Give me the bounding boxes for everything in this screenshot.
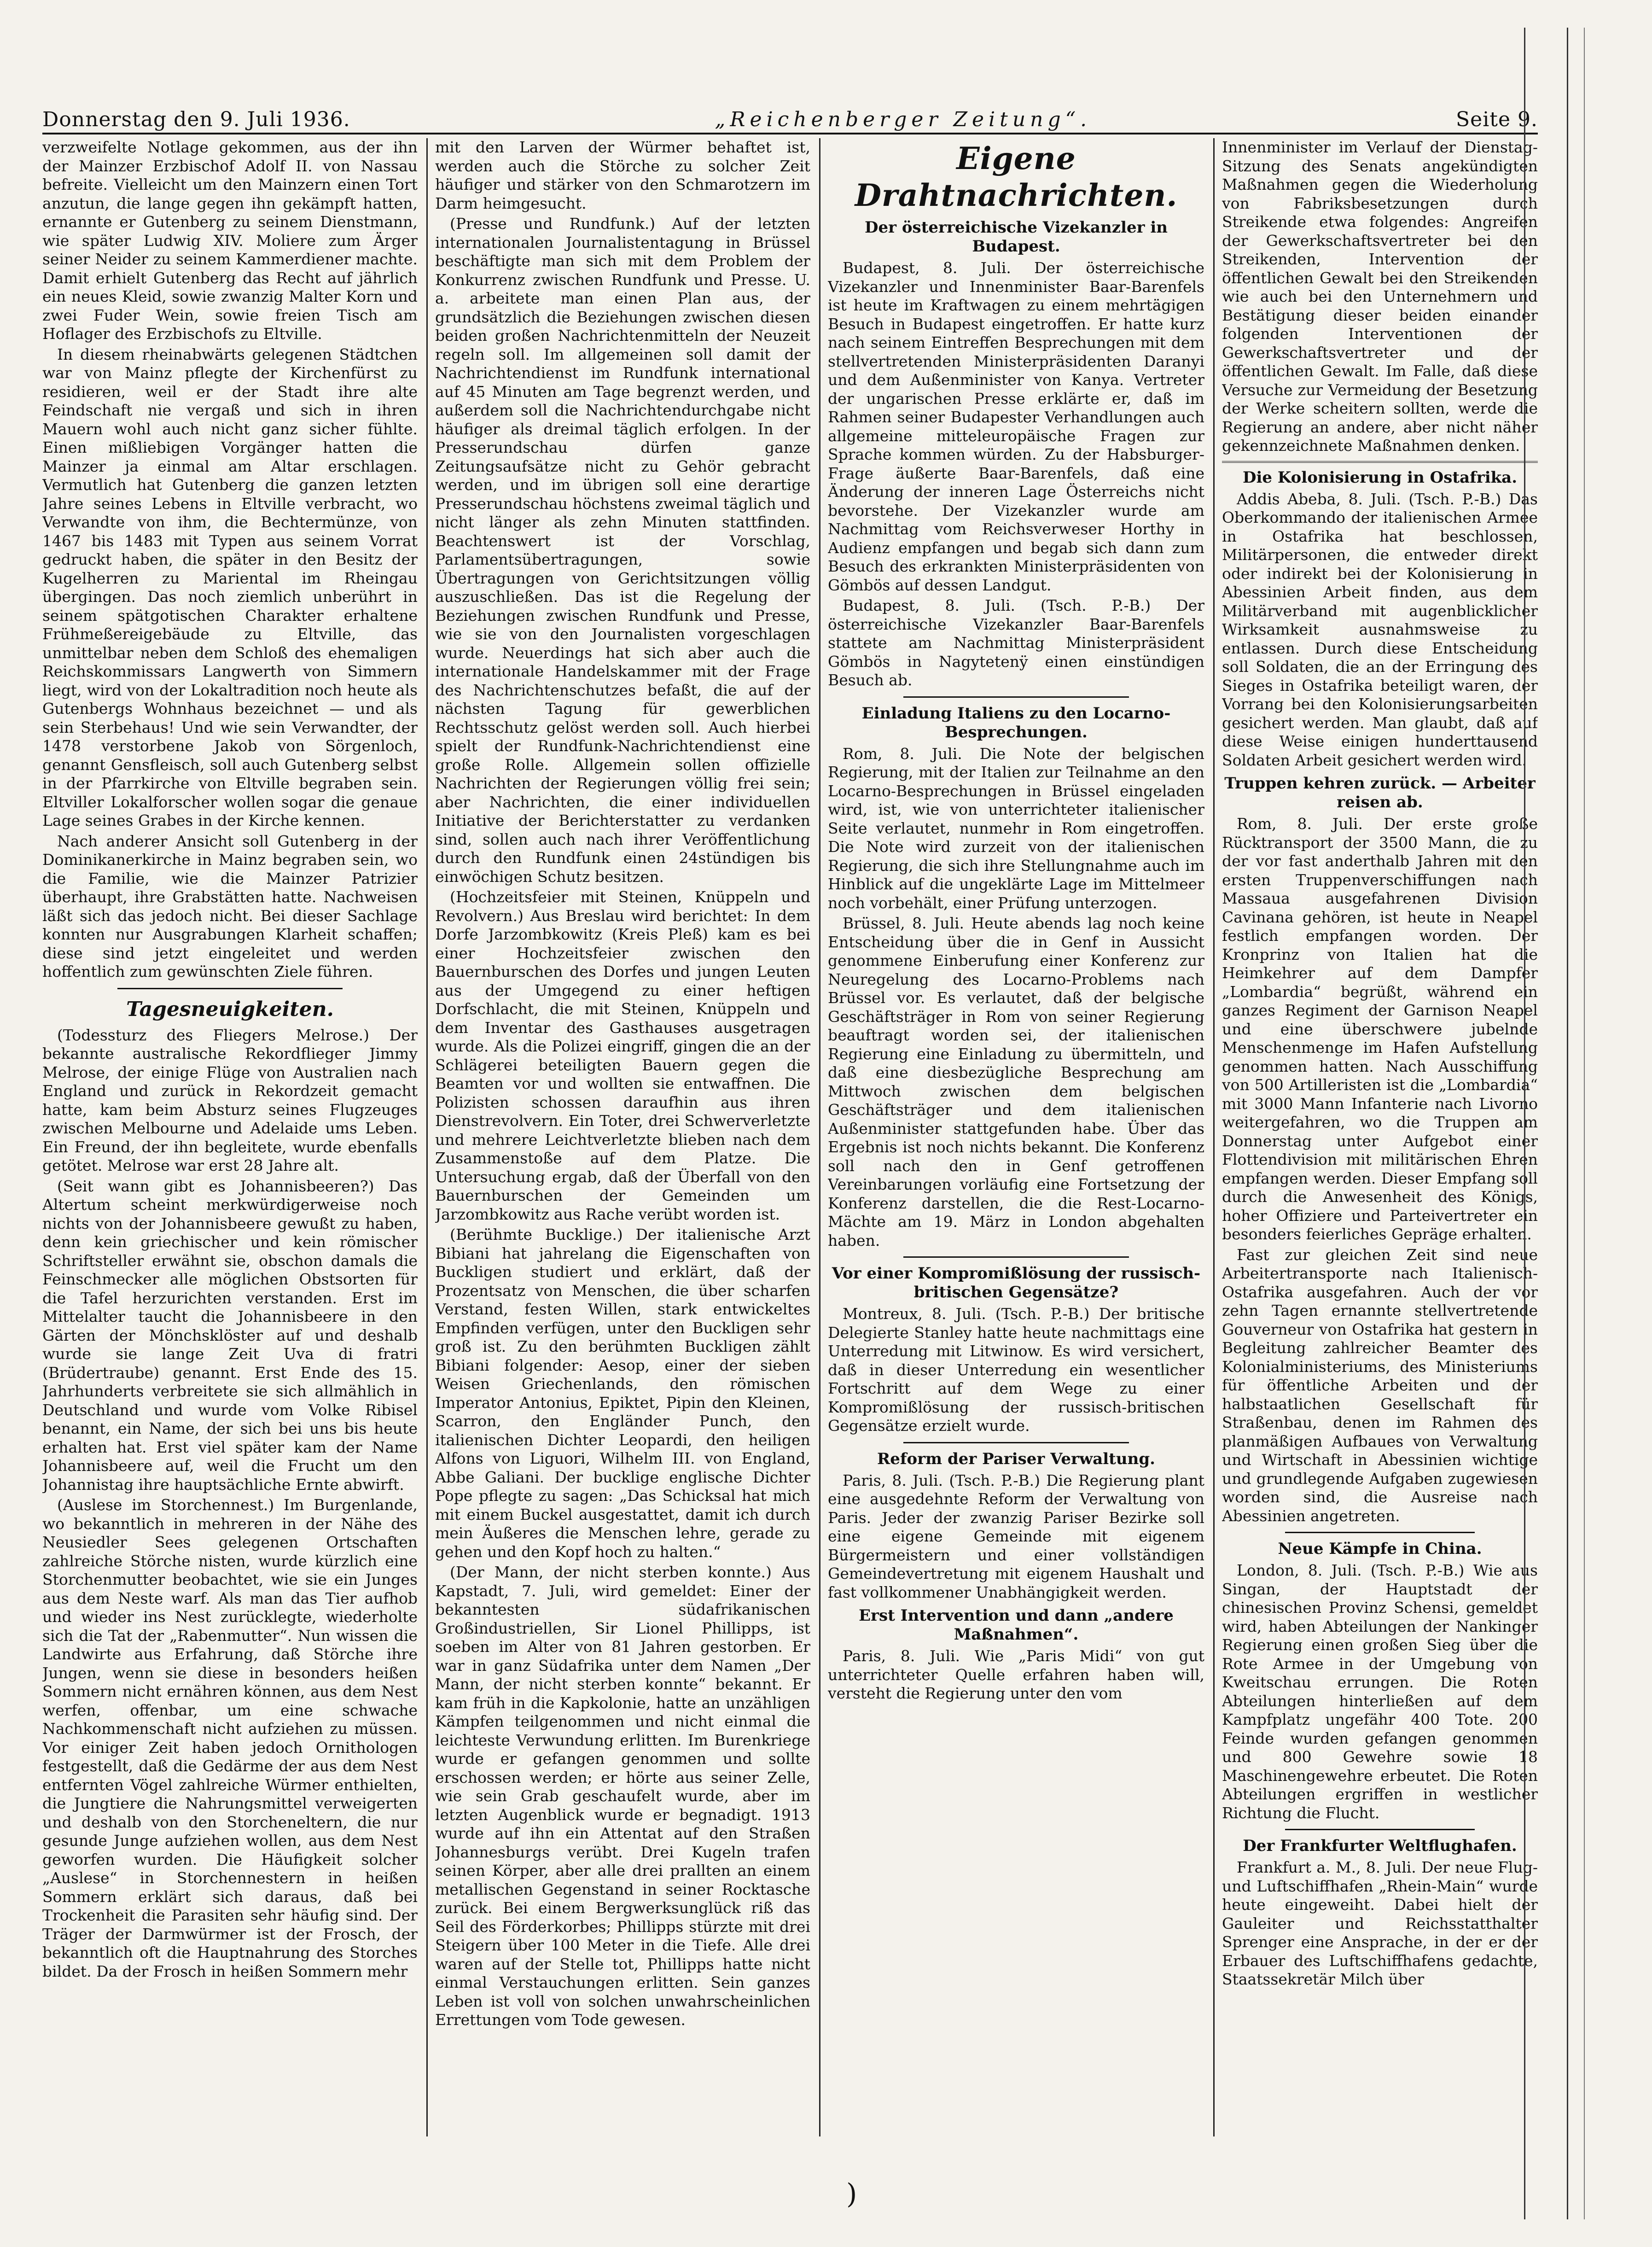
paragraph: Paris, 8. Juli. (Tsch. P.-B.) Die Regierung plant eine ausgedehnte Reform der Verwaltung von Paris. Jeder der zwanzig Pariser Bezirke soll eine eigene Gemeinde mit eigenem Bürgermeistern und einer vollständigen Gemeindevertretung mit eigenem Haushalt und fast vollkommener Unabhängigkeit werden. xyxy=(828,1471,1204,1601)
bottom-mark: ) xyxy=(846,2178,857,2210)
paragraph: London, 8. Juli. (Tsch. P.-B.) Wie aus Singan, der Hauptstadt der chinesischen Provinz Schensi, gemeldet wird, haben Abteilungen der Nankinger Regierung einen großen Sieg über die Rote Armee in der Umgebung von Kweitschau errungen. Die Roten Abteilungen hinterließen auf dem Kampfplatz ungefähr 400 Tote. 200 Feinde wurden gefangen genommen und 800 Gewehre sowie 18 Maschinengewehre erbeutet. Die Roten Abteilungen ergriffen in westlicher Richtung die Flucht. xyxy=(1222,1561,1538,1822)
article-heading: Reform der Pariser Verwaltung. xyxy=(877,1449,1155,1468)
section-divider xyxy=(903,1256,1129,1258)
paragraph: Nach anderer Ansicht soll Gutenberg in der Dominikanerkirche in Mainz begraben sein, wo die Familie, wie die Mainzer Patrizier überhaupt, ihre Grabstätten hatte. Nachweisen läßt sich das jedoch nicht. Bei dieser Sachlage konnten nur Ausgrabungen Klarheit schaffen; diese sind jetzt eingeleitet und werden hoffentlich zum gewünschten Ziele führen. xyxy=(42,832,418,981)
article-heading: Neue Kämpfe in China. xyxy=(1278,1540,1482,1558)
paragraph: In diesem rheinabwärts gelegenen Städtchen war von Mainz pflegte der Kirchenfürst zu residieren, weil er der Stadt ihre alte Feindschaft nie vergaß und sich in ihren Mauern wohl auch nicht ganz sicher fühlte. Einen mißliebigen Vorgänger hatten die Mainzer ja einmal am Altar erschlagen. Vermutlich hat Gutenberg die ganzen letzten Jahre seines Lebens in Eltville verbracht, wo Verwandte von ihm, die Bechtermünze, von 1467 bis 1483 mit Typen aus seinem Vorrat gedruckt haben, die später in den Besitz der Kugelherren zu Mariental im Rheingau übergingen. Das noch ziemlich unberührt in seinem spätgotischen Charakter erhaltene Frühmeßereigebäude zu Eltville, das unmittelbar neben dem Schloß des ehemaligen Reichskommissars Langwerth von Simmern liegt, wird von der Lokaltradition noch heute als Gutenbergs Wohnhaus bezeichnet — und als sein Sterbehaus! Und wie sein Verwandter, der 1478 verstorbene Jakob von Sörgenloch, genannt Gensfleisch, soll auch Gutenberg selbst in der Pfarrkirche von Eltville begraben sein. Eltviller Lokalforscher wollen sogar die genaue Lage seines Grabes in der Kirche kennen. xyxy=(42,345,418,829)
paragraph: Montreux, 8. Juli. (Tsch. P.-B.) Der britische Delegierte Stanley hatte heute nachmittags eine Unterredung mit Litwinow. Es wird versichert, daß in dieser Unterredung ein wesentlicher Fortschritt auf dem Wege zu einer Kompromißlösung der russisch-britischen Gegensätze erzielt wurde. xyxy=(828,1305,1204,1435)
section-divider xyxy=(903,696,1129,698)
column-3 xyxy=(828,138,1204,2136)
column-4 xyxy=(1222,138,1538,2136)
page-header xyxy=(42,94,1538,131)
article-heading: Einladung Italiens zu den Locarno-Besprechungen. xyxy=(861,704,1171,741)
paragraph: Budapest, 8. Juli. (Tsch. P.-B.) Der österreichische Vizekanzler Baar-Barenfels stattete am Nachmittag Ministerpräsident Gömbös in Nagytetenÿ einen einstündigen Besuch ab. xyxy=(828,596,1204,689)
column-2 xyxy=(435,138,810,2136)
column-1 xyxy=(42,138,418,2136)
article-subheading: Truppen kehren zurück. — Arbeiter reisen ab. xyxy=(1224,774,1536,811)
paragraph: Frankfurt a. M., 8. Juli. Der neue Flug- und Luftschiffhafen „Rhein-Main“ wurde heute eingeweiht. Dabei hielt der Gauleiter und Reichsstatthalter Sprenger eine Ansprache, in der er der Erbauer des Luftschiffhafens gedachte, Staatssekretär Milch über xyxy=(1222,1858,1538,1988)
section-divider xyxy=(1222,461,1538,463)
section-heading-tagesneuigkeiten: Tagesneuigkeiten. xyxy=(126,997,334,1021)
article-heading: Vor einer Kompromißlösung der russisch-britischen Gegensätze? xyxy=(832,1264,1201,1302)
paragraph: Brüssel, 8. Juli. Heute abends lag noch keine Entscheidung über die in Genf in Aussicht genommene Einberufung einer Konferenz zur Neuregelung des Locarno-Problems nach Brüssel vor. Es verlautet, daß der belgische Geschäftsträger in Rom von seiner Regierung beauftragt worden sei, der italienischen Regierung eine Einladung zu übermitteln, und daß eine diesbezügliche Besprechung am Mittwoch zwischen dem belgischen Geschäftsträger und dem italienischen Außenminister stattgefunden habe. Über das Ergebnis ist noch nichts bekannt. Die Konferenz soll nach den in Genf getroffenen Vereinbarungen vorläufig eine Fortsetzung der Konferenz darstellen, die die Rest-Locarno-Mächte am 19. März in London abgehalten haben. xyxy=(828,914,1204,1249)
paragraph: Paris, 8. Juli. Wie „Paris Midi“ von gut unterrichteter Quelle erfahren haben will, versteht die Regierung unter den vom xyxy=(828,1647,1204,1702)
paragraph: Addis Abeba, 8. Juli. (Tsch. P.-B.) Das Oberkommando der italienischen Armee in Ostafrika hat beschlossen, Militärpersonen, die entweder direkt oder indirekt bei der Kolonisierung in Abessinien Arbeit finden, aus dem Militärverband mit augenblicklicher Wirksamkeit ausnahmsweise zu entlassen. Durch diese Entscheidung soll Soldaten, die an der Erringung des Sieges in Ostafrika beteiligt waren, der Vorrang bei den Kolonisierungsarbeiten gesichert werden. Man glaubt, daß auf diese Weise einigen hunderttausend Soldaten Arbeit gesichert werden wird. xyxy=(1222,490,1538,769)
page-margin-frame xyxy=(1524,28,1568,2219)
header-rule xyxy=(42,133,1538,134)
section-divider xyxy=(903,1442,1129,1443)
paragraph: Rom, 8. Juli. Der erste große Rücktransport der 3500 Mann, die zu der vor fast anderthalb Jahren mit den ersten Truppenverschiffungen nach Massaua ausgefahrenen Division Cavinana gehören, ist heute in Neapel festlich empfangen worden. Der Kronprinz von Italien hat die Heimkehrer auf dem Dampfer „Lombardia“ begrüßt, während ein ganzes Regiment der Garnison Neapel und eine überschwere jubelnde Menschenmenge im Hafen Aufstellung genommen hatten. Nach Ausschiffung von 500 Artilleristen ist die „Lombardia“ mit 3000 Mann Infanterie nach Livorno weitergefahren, wo die Truppen am Donnerstag unter Aufgebot einer Flottendivision mit militärischen Ehren empfangen werden. Dieser Empfang soll durch die Anwesenheit des Königs, hoher Offiziere und Parteivertreter ein besonders feierliches Gepräge erhalten. xyxy=(1222,815,1538,1243)
paragraph: verzweifelte Notlage gekommen, aus der ihn der Mainzer Erzbischof Adolf II. von Nassau befreite. Vielleicht um den Mainzern einen Tort anzutun, die lange gegen ihn gekämpft hatten, ernannte er Gutenberg zu seinem Dienstmann, wie später Ludwig XIV. Moliere zum Ärger seiner Neider zu seinem Kammerdiener machte. Damit erhielt Gutenberg das Recht auf jährlich ein neues Kleid, sowie zwanzig Malter Korn und zwei Fuder Wein, sowie freien Tisch am Hoflager des Erzbischofs zu Eltville. xyxy=(42,138,418,343)
paragraph: (Der Mann, der nicht sterben konnte.) Aus Kapstadt, 7. Juli, wird gemeldet: Einer der bekanntesten südafrikanischen Großindustriellen, Sir Lionel Phillipps, ist soeben im Alter von 81 Jahren gestorben. Er war in ganz Südafrika unter dem Namen „Der Mann, der nicht sterben konnte“ bekannt. Er kam früh in die Kapkolonie, hatte an unzähligen Kämpfen teilgenommen und nicht einmal die leichteste Verwundung erlitten. Im Burenkriege wurde er gefangen genommen und sollte erschossen werden; er hörte aus seiner Zelle, wie sein Grab geschaufelt wurde, aber im letzten Augenblick wurde er begnadigt. 1913 wurde auf ihn ein Attentat auf den Straßen Johannesburgs verübt. Drei Kugeln trafen seinen Körper, aber alle drei prallten an einem metallischen Gegenstand in seiner Rocktasche zurück. Bei einem Bergwerksunglück riß das Seil des Förderkorbes; Phillipps stürzte mit drei Steigern über 100 Meter in die Tiefe. Alle drei waren auf der Stelle tot, Phillipps hatte nicht einmal Verstauchungen erlitten. Sein ganzes Leben ist voll von solchen unwahrscheinlichen Errettungen vom Tode gewesen. xyxy=(435,1563,810,2029)
columns xyxy=(42,138,1538,2136)
section-divider xyxy=(1285,1532,1475,1533)
page-edge-line xyxy=(1565,28,1585,2219)
banner-heading: Eigene Drahtnachrichten. xyxy=(855,140,1178,213)
paragraph: (Auslese im Storchennest.) Im Burgenlande, wo bekanntlich in mehreren in der Nähe des Neusiedler Sees gelegenen Ortschaften zahlreiche Störche nisten, wurde kürzlich eine Storchenmutter beobachtet, wie sie ein Junges aus dem Neste warf. Als man das Tier aufhob und wieder ins Nest zurücklegte, wiederholte sich die Tat der „Rabenmutter“. Nun wissen die Landwirte aus Erfahrung, daß Störche ihre Jungen, wenn sie diese in besonders heißen Sommern nicht ernähren können, aus dem Nest werfen, offenbar, um eine schwache Nachkommenschaft nicht aufziehen zu müssen. Vor einiger Zeit haben jedoch Ornithologen festgestellt, daß die Gedärme der aus dem Nest entfernten Vögel zahlreiche Würmer enthielten, die Jungtiere die Nahrungsmittel verweigerten und deshalb von den Storcheneltern, die nur gesunde Junge aufziehen wollen, aus dem Nest geworfen wurden. Die Häufigkeit solcher „Auslese“ in Storchennestern in heißen Sommern erklärt sich daraus, daß bei Trockenheit die Parasiten sehr häufig sind. Der Träger der Darmwürmer ist der Frosch, der bekanntlich oft die Hauptnahrung des Storches bildet. Da der Frosch in heißen Sommern mehr xyxy=(42,1496,418,1980)
article-heading: Der österreichische Vizekanzler in Budapest. xyxy=(865,218,1168,256)
header-newspaper-title: „Reichenberger Zeitung“. xyxy=(715,108,1092,131)
paragraph: Rom, 8. Juli. Die Note der belgischen Regierung, mit der Italien zur Teilnahme an den Locarno-Besprechungen in Brüssel eingeladen wird, ist, wie von unterrichteter italienischer Seite verlautet, nunmehr in Rom eingetroffen. Die Note wird zurzeit von der italienischen Regierung, die sich ihre Stellungnahme auch im Hinblick auf die ungeklärte Lage im Mittelmeer noch vorbehält, einer Prüfung unterzogen. xyxy=(828,744,1204,912)
paragraph: Fast zur gleichen Zeit sind neue Arbeitertransporte nach Italienisch-Ostafrika ausgefahren. Auch der vor zehn Tagen ernannte stellvertretende Gouverneur von Ostafrika hat gestern in Begleitung zahlreicher Beamter des Kolonialministeriums, des Ministeriums für öffentliche Arbeiten und der halbstaatlichen Gesellschaft für Straßenbau, denen im Rahmen des planmäßigen Aufbaues von Verwaltung und Wirtschaft in Abessinien wichtige und grundlegende Aufgaben zugewiesen worden sind, die Ausreise nach Abessinien angetreten. xyxy=(1222,1245,1538,1525)
paragraph: Budapest, 8. Juli. Der österreichische Vizekanzler und Innenminister Baar-Barenfels ist heute im Kraftwagen zu einem mehrtägigen Besuch in Budapest eingetroffen. Er hatte kurz nach seinem Eintreffen Besprechungen mit dem stellvertretenden Ministerpräsidenten Daranyi und dem Außenminister von Kanya. Vertreter der ungarischen Presse erklärte er, daß im Rahmen seiner Budapester Verhandlungen auch allgemeine mitteleuropäische Fragen zur Sprache kommen würden. Zu der Habsburger-Frage äußerte Baar-Barenfels, daß eine Änderung der inneren Lage Österreichs nicht bevorstehe. Der Vizekanzler wurde am Nachmittag vom Reichsverweser Horthy in Audienz empfangen und begab sich dann zum Besuch des erkrankten Ministerpräsidenten von Gömbös auf dessen Landgut. xyxy=(828,259,1204,594)
section-divider xyxy=(1285,1829,1475,1830)
header-date: Donnerstag den 9. Juli 1936. xyxy=(42,108,350,131)
paragraph: Innenminister im Verlauf der Dienstag-Sitzung des Senats angekündigten Maßnahmen gegen die Wiederholung von Fabriksbesetzungen durch Streikende etwa folgendes: Angreifen der Gewerkschaftsvertreter bei den Streikenden, Intervention der öffentlichen Gewalt bei den Streikenden wie auch bei den Unternehmern und Bestätigung dieser beiden einander folgenden Interventionen der Gewerkschaftsvertreter und der öffentlichen Gewalt. Im Falle, daß diese Versuche zur Vermeidung der Besetzung der Werke scheitern sollten, werde die Regierung an andere, aber nicht näher gekennzeichnete Maßnahmen denken. xyxy=(1222,138,1538,455)
article-heading: Der Frankfurter Weltflughafen. xyxy=(1243,1837,1517,1855)
paragraph: (Seit wann gibt es Johannisbeeren?) Das Altertum scheint merkwürdigerweise noch nichts von der Johannisbeere gewußt zu haben, denn kein griechischer und kein römischer Schriftsteller erwähnt sie, obschon damals die Feinschmecker alle möglichen Obstsorten für die Tafel herzurichten verstanden. Erst im Mittelalter taucht die Johannisbeere in den Gärten der Mönchsklöster auf und deshalb wurde sie lange Zeit Uva di fratri (Brüdertraube) genannt. Erst Ende des 15. Jahrhunderts verbreitete sie sich allmählich in Deutschland und wurde vom Volke Ribisel benannt, ein Name, der sich bei uns bis heute erhalten hat. Erst viel später kam der Name Johannisbeere auf, weil die Frucht um den Johannistag ihre hauptsächliche Ernte abwirft. xyxy=(42,1177,418,1494)
paragraph: (Todessturz des Fliegers Melrose.) Der bekannte australische Rekordflieger Jimmy Melrose, der einige Flüge von Australien nach England und zurück in Rekordzeit gemacht hatte, kam beim Absturz seines Flugzeuges zwischen Melbourne und Adelaide ums Leben. Ein Freund, der ihn begleitete, wurde ebenfalls getötet. Melrose war erst 28 Jahre alt. xyxy=(42,1026,418,1174)
article-heading: Die Kolonisierung in Ostafrika. xyxy=(1242,468,1518,487)
paragraph: (Hochzeitsfeier mit Steinen, Knüppeln und Revolvern.) Aus Breslau wird berichtet: In dem Dorfe Jarzombkowitz (Kreis Pleß) kam es bei einer Hochzeitsfeier zwischen den Bauernburschen des Dorfes und jungen Leuten aus der Umgegend zu einer heftigen Dorfschlacht, die mit Steinen, Knüppeln und dem Inventar des Gasthauses ausgetragen wurde. Als die Polizei eingriff, gingen die an der Schlägerei beteiligten Bauern gegen die Beamten vor und wollten sie entwaffnen. Die Polizisten schossen daraufhin aus ihren Dienstrevolvern. Ein Toter, drei Schwerverletzte und mehrere Leichtverletzte blieben nach dem Zusammenstoße auf dem Platze. Die Untersuchung ergab, daß der Überfall von den Bauernburschen der Gemeinden um Jarzombkowitz aus Rache verübt worden ist. xyxy=(435,888,810,1223)
paragraph: mit den Larven der Würmer behaftet ist, werden auch die Störche zu solcher Zeit häufiger und stärker von den Schmarotzern im Darm heimgesucht. xyxy=(435,138,810,212)
paragraph: (Presse und Rundfunk.) Auf der letzten internationalen Journalistentagung in Brüssel beschäftigte man sich mit dem Problem der Konkurrenz zwischen Rundfunk und Presse. U. a. arbeitete man einen Plan aus, der grundsätzlich die Beziehungen zwischen diesen beiden großen Nachrichtenmitteln der Neuzeit regeln soll. Im allgemeinen soll damit der Nachrichtendienst im Rundfunk international auf 45 Minuten am Tage begrenzt werden, und außerdem soll die Nachrichtendurchgabe nicht häufiger als dreimal täglich erfolgen. In der Presserundschau dürfen ganze Zeitungsaufsätze nicht zu Gehör gebracht werden, und im übrigen soll eine derartige Presserundschau höchstens zweimal täglich und nicht länger als zehn Minuten stattfinden. Beachtenswert ist der Vorschlag, Parlamentsübertragungen, sowie Übertragungen von Gerichtsitzungen völlig auszuschließen. Das ist die Regelung der Beziehungen zwischen Rundfunk und Presse, wie sie von den Journalisten vorgeschlagen wurde. Neuerdings hat sich aber auch die internationale Handelskammer mit der Frage des Nachrichtenschutzes befaßt, die auf der nächsten Tagung für gewerblichen Rechtsschutz gelöst werden soll. Auch hierbei spielt der Rundfunk-Nachrichtendienst eine große Rolle. Allgemein sollen offizielle Nachrichten der Regierungen völlig frei sein; aber Nachrichten, die einer individuellen Initiative der Berichterstatter zu verdanken sind, sollen auch nach ihrer Veröffentlichung durch den Rundfunk einen 24stündigen bis einwöchigen Schutz besitzen. xyxy=(435,215,810,886)
article-subheading: Erst Intervention und dann „andere Maßnahmen“. xyxy=(859,1606,1174,1644)
section-divider xyxy=(117,988,343,989)
paragraph: (Berühmte Bucklige.) Der italienische Arzt Bibiani hat jahrelang die Eigenschaften von Buckligen studiert und erklärt, daß der Prozentsatz von Menschen, die über scharfen Verstand, festen Willen, stark entwickeltes Empfinden verfügen, unter den Buckligen sehr groß ist. Zu den berühmten Buckligen zählt Bibiani folgender: Aesop, einer der sieben Weisen Griechenlands, den römischen Imperator Antonius, Epiktet, Pipin den Kleinen, Scarron, den Engländer Punch, den italienischen Dichter Leopardi, den heiligen Alfons von Liguori, Wilhelm III. von England, Abbe Galiani. Der bucklige englische Dichter Pope pflegte zu sagen: „Das Schicksal hat mich mit einem Buckel ausgestattet, damit ich durch mein Äußeres die Menschen lehre, gerade zu gehen und den Kopf hoch zu halten.“ xyxy=(435,1226,810,1561)
header-page-number: Seite 9. xyxy=(1456,108,1538,131)
